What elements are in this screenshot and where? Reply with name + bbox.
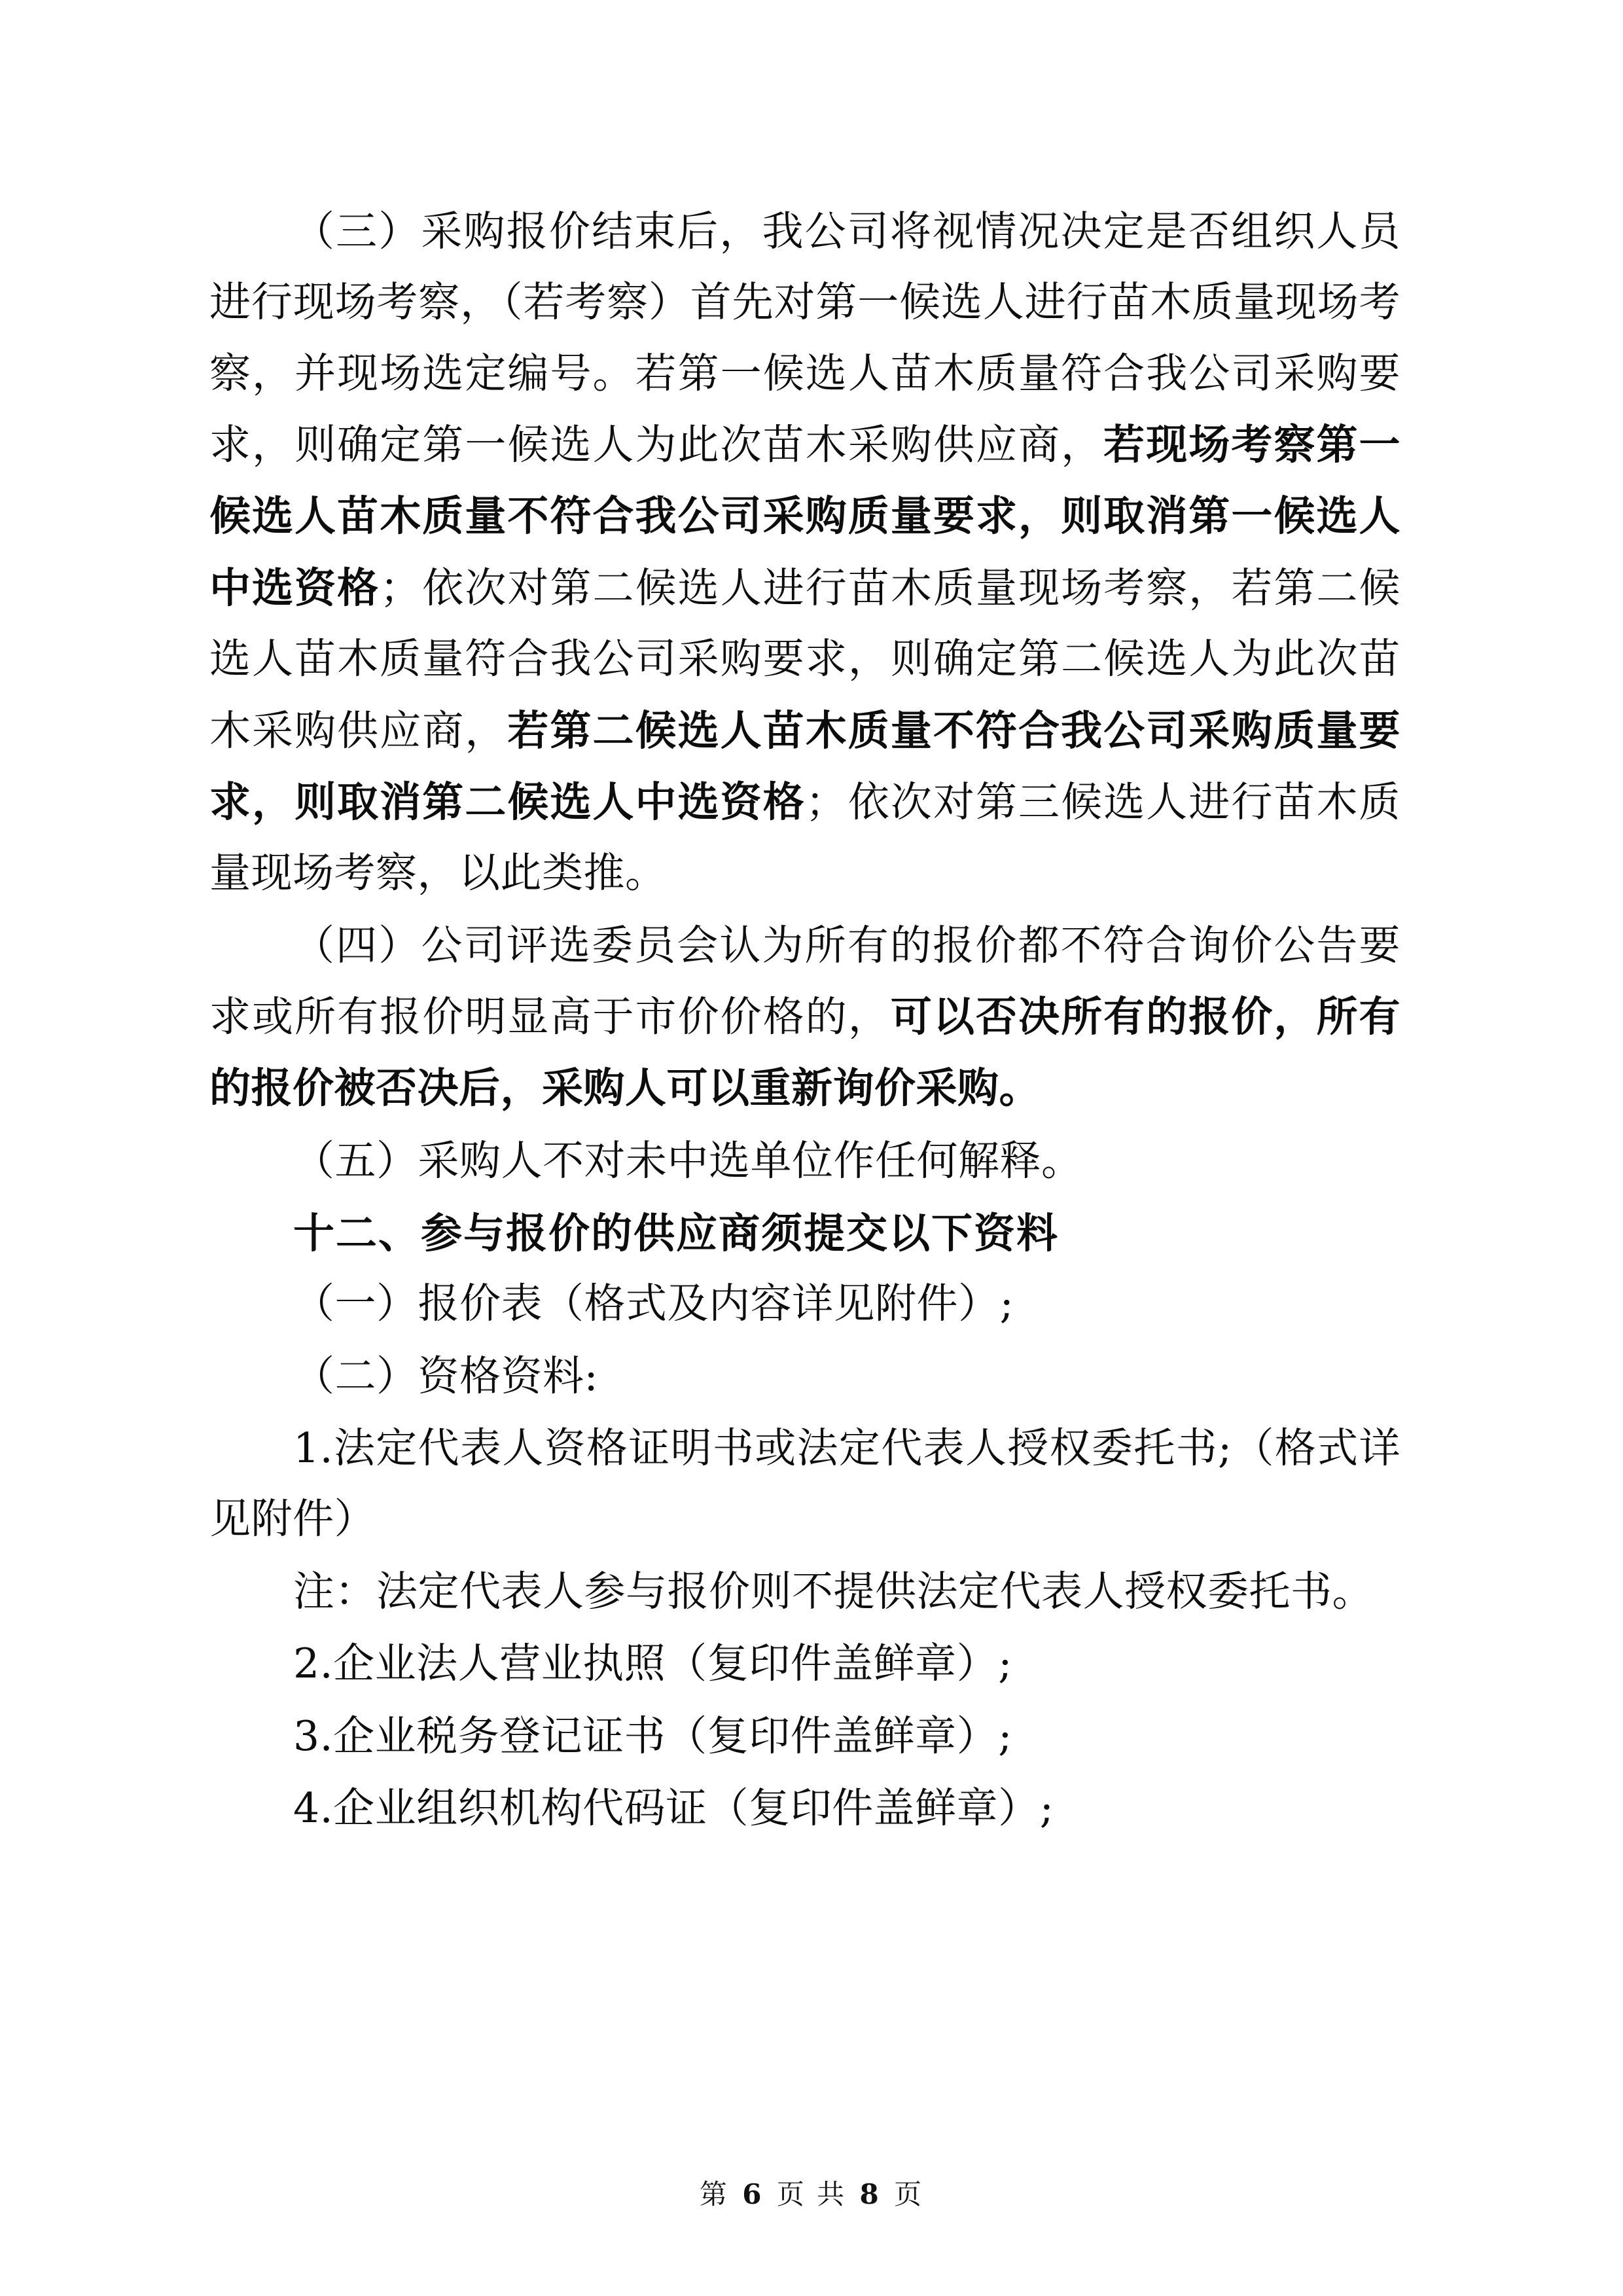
section-heading-12-run-0: 十二、参与报价的供应商须提交以下资料 (293, 1209, 1059, 1258)
paragraph-item-1 (209, 1268, 1400, 1339)
paragraph-item-1-run-0: （一）报价表（格式及内容详见附件）; (293, 1280, 1014, 1328)
paragraph-item-3-run-2: ；依次对第二候选人进行苗木质量现场考察，若第二候选人苗木质量符合我公司采购要求，则确定第二候选人为此次苗木采购供应商， (209, 564, 1401, 755)
list-item-4 (209, 1773, 1400, 1844)
list-item-1 (209, 1413, 1400, 1555)
paragraph-item-3-run-1: 若现场考察第一候选人苗木质量不符合我公司采购质量要求，则取消第一候选人中选资格 (209, 420, 1401, 612)
paragraph-item-3-run-0: （三）采购报价结束后，我公司将视情况决定是否组织人员进行现场考察，（若考察）首先对第一候选人进行苗木质量现场考察，并现场选定编号。若第一候选人苗木质量符合我公司采购要求，则确定第一候选人为此次苗木采购供应商， (209, 207, 1400, 469)
list-item-1-run-0: 1.法定代表人资格证明书或法定代表人授权委托书;（格式详见附件） (209, 1424, 1400, 1543)
footer-current-page: 6 (742, 2178, 764, 2210)
section-heading-12 (209, 1198, 1400, 1268)
list-item-4-run-0: 4.企业组织机构代码证（复印件盖鲜章）; (293, 1784, 1054, 1832)
paragraph-item-4-run-0: （四）公司评选委员会认为所有的报价都不符合询价公告要求或所有报价明显高于市价价格的， (209, 921, 1400, 1041)
paragraph-item-3-run-3: 若第二候选人苗木质量不符合我公司采购质量要求，则取消第二候选人中选资格 (209, 706, 1401, 826)
footer-middle: 页 共 (776, 2178, 847, 2210)
list-item-2-run-0: 2.企业法人营业执照（复印件盖鲜章）; (293, 1640, 1012, 1688)
paragraph-item-4 (209, 910, 1400, 1124)
footer-prefix: 第 (699, 2178, 729, 2210)
paragraph-item-3 (209, 196, 1400, 909)
paragraph-item-5-run-0: （五）采购人不对未中选单位作任何解释。 (293, 1136, 1083, 1185)
document-body (209, 196, 1400, 1844)
note-item-run-0: 注：法定代表人参与报价则不提供法定代表人授权委托书。 (293, 1567, 1374, 1615)
list-item-3 (209, 1701, 1400, 1772)
list-item-2 (209, 1628, 1400, 1699)
note-item (209, 1556, 1400, 1627)
footer-total-pages: 8 (859, 2178, 881, 2210)
footer-suffix: 页 (894, 2178, 924, 2210)
paragraph-item-5 (209, 1126, 1400, 1196)
list-item-3-run-0: 3.企业税务登记证书（复印件盖鲜章）; (293, 1712, 1012, 1760)
page-footer (0, 2173, 1623, 2212)
paragraph-item-2 (209, 1341, 1400, 1412)
paragraph-item-4-run-1: 可以否决所有的报价，所有的报价被否决后，采购人可以重新询价采购。 (209, 992, 1401, 1113)
paragraph-item-2-run-0: （二）资格资料: (293, 1352, 599, 1400)
paragraph-item-3-run-4: ；依次对第三候选人进行苗木质量现场考察，以此类推。 (209, 778, 1401, 897)
